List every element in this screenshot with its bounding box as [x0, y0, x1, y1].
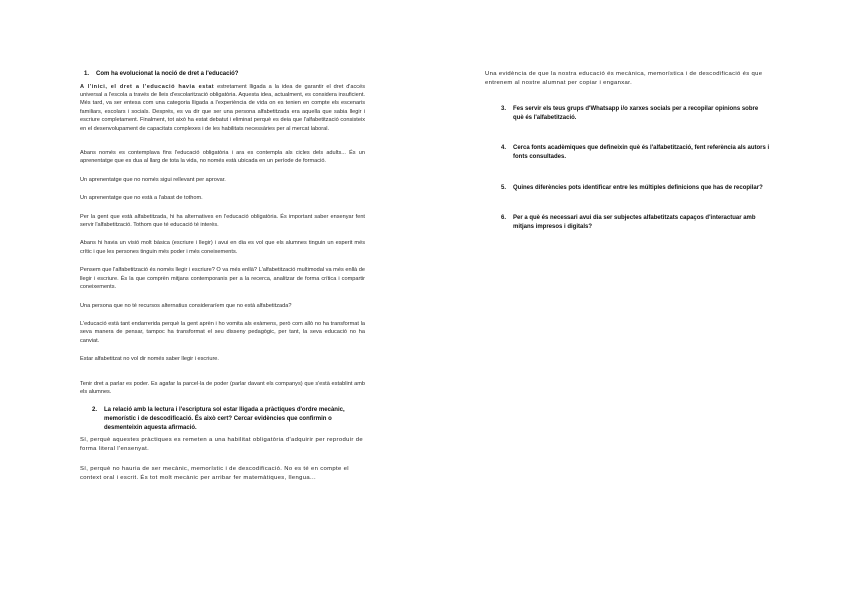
paragraph: Pensem que l'alfabetització és només llegir i escriure? O va més enllà? L'alfabetització multimodal va més enllà de llegir i escriure. És la que comprèn mitjans contemporanis per a la recerca, analitzar de forma crítica i compartir coneixements.	[80, 267, 365, 291]
paragraph: L'educació està tant endarrerida perquè la gent aprèn i ho vomita als exàmens, però com allò no ha transformat la seva manera de pensar, tampoc ha transformat el seu disseny pedagògic, per tant, la seva educació no ha canviat.	[80, 320, 365, 344]
paragraph: Estar alfabetitzat no vol dir només saber llegir i escriure.	[80, 356, 219, 363]
question-6	[485, 214, 770, 231]
question-5	[485, 184, 770, 193]
question-text: Quines diferències pots identificar entre les múltiples definicions que has de recopilar?	[513, 184, 763, 191]
answer-paragraph: Sí, perquè aquestes pràctiques es remeten a una habilitat obligatòria d'adquirir per reproduir de forma literal l'ensenyat.	[80, 437, 363, 452]
intro-rest-text: estretament lligada a la idea de garantir el dret d'accés universal a l'escola a través de lleis d'escolarització obligatòria. Aquesta idea, actualment, es considera insuficient. Més tard, va ser entesa com una categoria lligada a l'experiència de vida on es tenien en compte els escenaris familiars, escolars i socials. Després, es va dir que ser una persona alfabetitzada era aquella que sabia llegir i escriure completament. Finalment, tot això ha estat debatut i eliminat perquè es deia que l'alfabetització consisteix en el desenvolupament de capacitats complexes i de les habilitats necessàries per al mercat laboral.	[80, 83, 365, 132]
question-number: 1.	[84, 71, 90, 77]
question-number: 5.	[501, 184, 507, 191]
question-2	[80, 406, 365, 432]
question-text: La relació amb la lectura i l'escriptura sol estar lligada a pràctiques d'ordre mecànic, memorístic i de descodificació. És això cert? Cercar evidències que confirmin o desmenteixin aquesta afirmació.	[104, 407, 345, 431]
question-number: 4.	[501, 145, 507, 152]
paragraph: Abans hi havia un visió molt bàsica (escriure i llegir) i avui en dia es vol que els alumnes tinguin un esperit més crític i que les persones tinguin més poder i més coneixements.	[80, 240, 365, 255]
question-1	[80, 70, 365, 79]
question-number: 6.	[501, 215, 507, 222]
paragraph: Un aprenentatge que no està a l'abast de tothom.	[80, 195, 203, 202]
left-column	[80, 70, 365, 495]
answer-paragraph: Sí, perquè no hauria de ser mecànic, memorístic i de descodificació. No es té en compte el context oral i escrit. És tot molt mecànic per arribar fer matemàtiques, llengua...	[80, 466, 349, 481]
paragraph: Abans només es contemplava fins l'educació obligatòria i ara es contempla als cicles dels adults... És un aprenentatge que es dua al llarg de tota la vida, no només està ubicada en un període de formació.	[80, 150, 365, 165]
question-text: Fes servir els teus grups d'Whatsapp i/o xarxes socials per a recopilar opinions sobre què és l'alfabetització.	[513, 106, 759, 121]
intro-paragraph	[80, 83, 365, 133]
paragraph: Per la gent que està alfabetitzada, hi ha alternatives en l'educació obligatòria. És important saber ensenyar fent servir l'alfabetització. Tothom que té educació té interès.	[80, 213, 365, 229]
paragraph: Tenir dret a parlar es poder. Es agafar la parcel·la de poder (parlar davant els companys) que s'està establint amb els alumnes.	[80, 380, 365, 395]
question-number: 3.	[501, 106, 507, 113]
question-4	[485, 144, 770, 161]
question-number: 2.	[92, 407, 98, 414]
question-3	[485, 105, 770, 122]
question-text: Cerca fonts acadèmiques que defineixin què és l'alfabetització, fent referència als autors i fonts consultades.	[513, 145, 770, 160]
evidence-paragraph: Una evidència de que la nostra educació és mecànica, memorística i de descodificació és que entrenem al nostre alumnat per copiar i enganxar.	[485, 71, 763, 86]
paragraph: Una persona que no té recursos alternatius consideraríem que no està alfabetitzada?	[80, 302, 292, 309]
question-text: Per a què és necessari avui dia ser subjectes alfabetitzats capaços d'interactuar amb mitjans impresos i digitals?	[513, 215, 756, 230]
right-column	[485, 70, 770, 253]
question-text: Com ha evolucionat la noció de dret a l'educació?	[96, 71, 239, 77]
paragraph: Un aprenentatge que no només sigui rellevant per aprovar.	[80, 176, 226, 183]
intro-bold-text: A l'inici, el dret a l'educació havia estat	[80, 83, 215, 90]
